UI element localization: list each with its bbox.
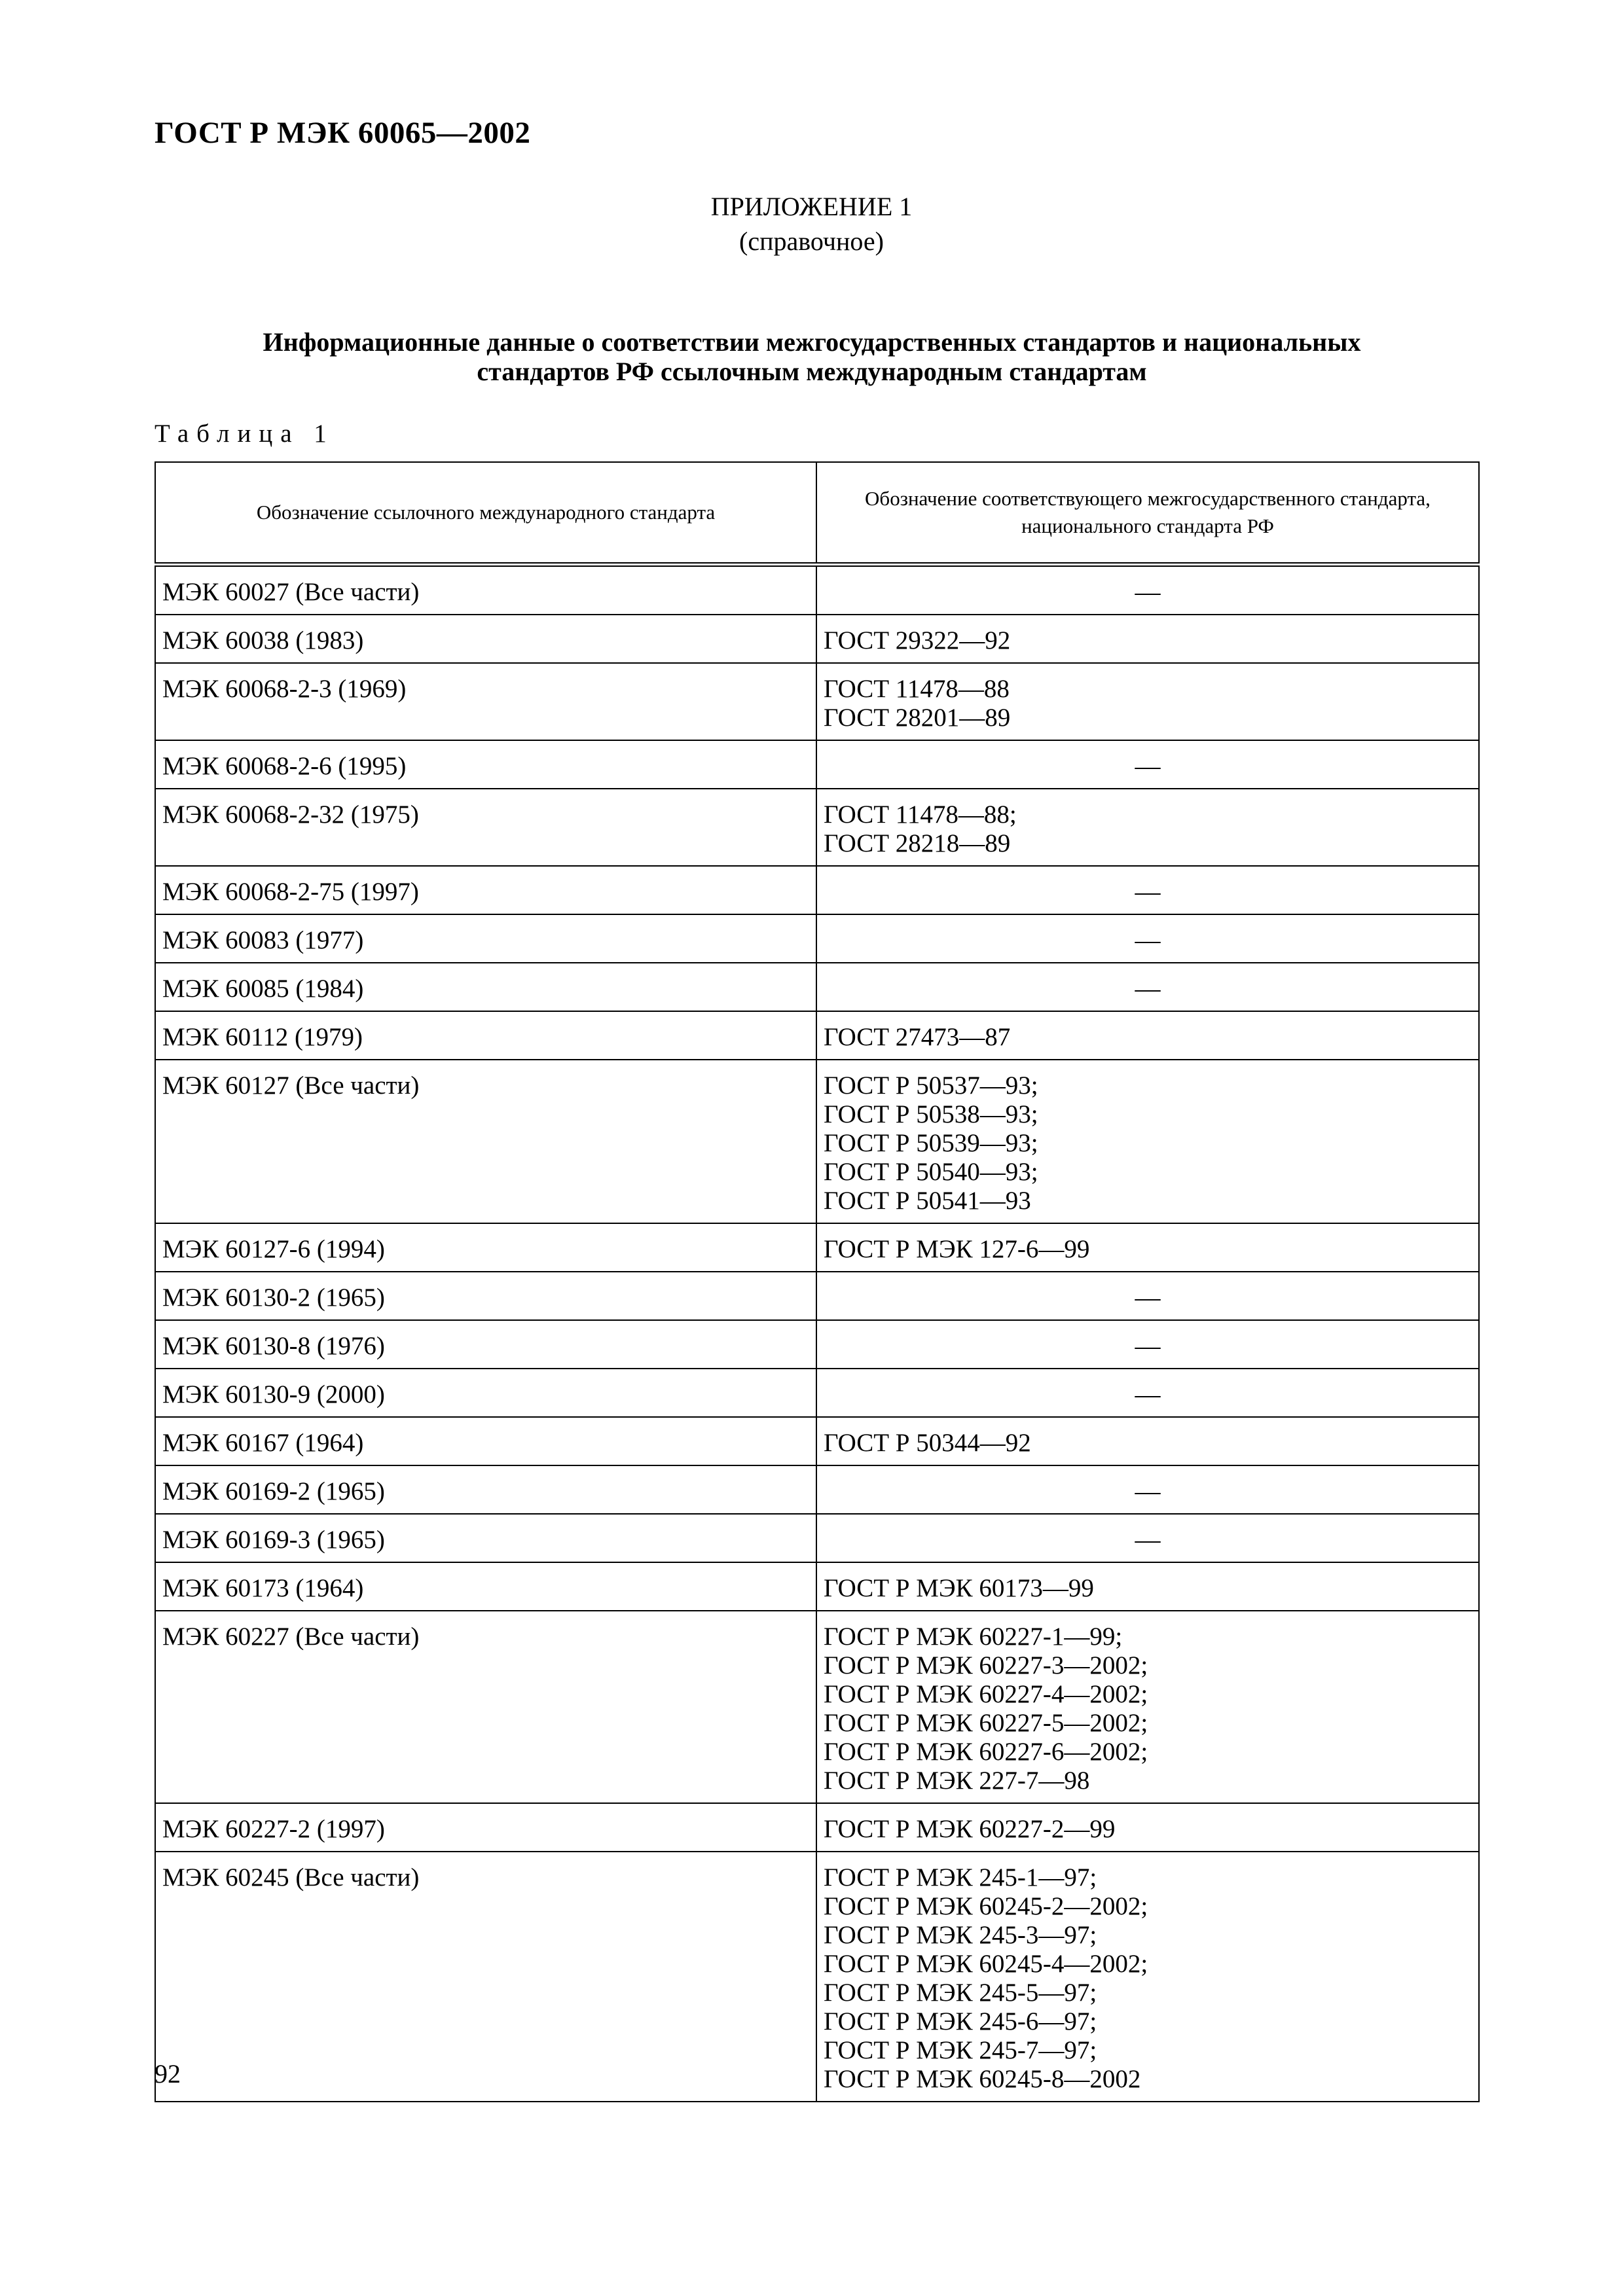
national-standard-code: ГОСТ Р 50538—93; bbox=[824, 1100, 1038, 1128]
international-standard-code: МЭК 60130-9 (2000) bbox=[162, 1380, 385, 1408]
table-row bbox=[155, 1417, 1479, 1465]
national-standard-list bbox=[817, 1611, 1478, 1803]
national-standard-code: ГОСТ Р МЭК 60227-2—99 bbox=[824, 1815, 1116, 1843]
international-standard-code: МЭК 60027 (Все части) bbox=[162, 578, 420, 606]
international-standard-code: МЭК 60068-2-32 (1975) bbox=[162, 800, 419, 829]
document-code: ГОСТ Р МЭК 60065—2002 bbox=[155, 116, 531, 150]
national-standard-code: ГОСТ 29322—92 bbox=[824, 626, 1011, 655]
national-standard-list bbox=[817, 664, 1478, 740]
international-standard-cell bbox=[155, 565, 816, 615]
national-standard-cell bbox=[816, 789, 1479, 866]
national-standard-code: ГОСТ Р МЭК 245-7—97; bbox=[824, 2036, 1097, 2064]
national-standard-code: ГОСТ Р МЭК 60245-4—2002; bbox=[824, 1950, 1148, 1978]
table-row bbox=[155, 1223, 1479, 1272]
table-row bbox=[155, 1011, 1479, 1060]
table-row bbox=[155, 1060, 1479, 1223]
national-standard-list bbox=[817, 1563, 1478, 1610]
no-equivalent-dash: — bbox=[1135, 1283, 1161, 1312]
international-standard-cell bbox=[155, 1011, 816, 1060]
international-standard-cell bbox=[155, 1852, 816, 2102]
national-standard-cell bbox=[816, 615, 1479, 663]
table-row bbox=[155, 914, 1479, 963]
international-standard-code: МЭК 60130-2 (1965) bbox=[162, 1283, 385, 1312]
international-standard-cell bbox=[155, 789, 816, 866]
national-standard-cell bbox=[816, 1562, 1479, 1611]
international-standard-cell bbox=[155, 1223, 816, 1272]
no-equivalent-dash: — bbox=[1135, 1380, 1161, 1408]
table-row bbox=[155, 1320, 1479, 1369]
national-standard-code: ГОСТ Р МЭК 245-5—97; bbox=[824, 1979, 1097, 2007]
international-standard-code: МЭК 60169-3 (1965) bbox=[162, 1526, 385, 1554]
international-standard-code: МЭК 60068-2-6 (1995) bbox=[162, 752, 407, 780]
national-standard-code: ГОСТ Р МЭК 60227-5—2002; bbox=[824, 1709, 1148, 1737]
national-standard-code: ГОСТ 28201—89 bbox=[824, 704, 1011, 732]
appendix-title: ПРИЛОЖЕНИЕ 1 bbox=[710, 192, 913, 221]
national-standard-code: ГОСТ Р МЭК 60245-8—2002 bbox=[824, 2065, 1141, 2093]
table-header-row bbox=[155, 462, 1479, 565]
national-standard-code: ГОСТ Р 50539—93; bbox=[824, 1129, 1038, 1157]
header-international-standard bbox=[155, 462, 816, 565]
standards-correspondence-table bbox=[155, 461, 1480, 2102]
international-standard-code: МЭК 60068-2-3 (1969) bbox=[162, 675, 407, 703]
international-standard-cell bbox=[155, 1417, 816, 1465]
table-row bbox=[155, 789, 1479, 866]
national-standard-list bbox=[817, 1012, 1478, 1059]
international-standard-code: МЭК 60068-2-75 (1997) bbox=[162, 878, 419, 906]
no-equivalent-dash: — bbox=[1135, 926, 1161, 954]
international-standard-code: МЭК 60173 (1964) bbox=[162, 1574, 364, 1602]
international-standard-code: МЭК 60169-2 (1965) bbox=[162, 1477, 385, 1505]
page-number: 92 bbox=[155, 2059, 181, 2089]
international-standard-cell bbox=[155, 963, 816, 1011]
table-row bbox=[155, 740, 1479, 789]
national-standard-code: ГОСТ Р МЭК 60227-1—99; bbox=[824, 1623, 1123, 1651]
table-row bbox=[155, 1369, 1479, 1417]
national-standard-code: ГОСТ Р МЭК 60173—99 bbox=[824, 1574, 1094, 1602]
international-standard-code: МЭК 60245 (Все части) bbox=[162, 1863, 420, 1892]
international-standard-cell bbox=[155, 1272, 816, 1320]
national-standard-cell bbox=[816, 866, 1479, 914]
national-standard-list bbox=[817, 1224, 1478, 1271]
no-equivalent-dash: — bbox=[1135, 578, 1161, 606]
table-row bbox=[155, 565, 1479, 615]
international-standard-code: МЭК 60130-8 (1976) bbox=[162, 1332, 385, 1360]
international-standard-cell bbox=[155, 1320, 816, 1369]
national-standard-cell bbox=[816, 914, 1479, 963]
national-standard-cell bbox=[816, 1272, 1479, 1320]
no-equivalent-dash: — bbox=[1135, 752, 1161, 780]
national-standard-cell bbox=[816, 1060, 1479, 1223]
international-standard-code: МЭК 60227-2 (1997) bbox=[162, 1815, 385, 1843]
no-equivalent-dash: — bbox=[1135, 1526, 1161, 1554]
international-standard-code: МЭК 60127-6 (1994) bbox=[162, 1235, 385, 1263]
national-standard-list bbox=[817, 615, 1478, 662]
national-standard-cell bbox=[816, 1465, 1479, 1514]
national-standard-code: ГОСТ 11478—88 bbox=[824, 675, 1010, 703]
national-standard-cell bbox=[816, 963, 1479, 1011]
national-standard-list bbox=[817, 1852, 1478, 2101]
appendix-subtitle: (справочное) bbox=[739, 226, 884, 256]
national-standard-cell bbox=[816, 1852, 1479, 2102]
national-standard-cell bbox=[816, 1803, 1479, 1852]
national-standard-code: ГОСТ Р МЭК 227-7—98 bbox=[824, 1767, 1090, 1795]
national-standard-cell bbox=[816, 565, 1479, 615]
national-standard-cell bbox=[816, 1417, 1479, 1465]
table-row bbox=[155, 663, 1479, 740]
national-standard-cell bbox=[816, 1320, 1479, 1369]
national-standard-code: ГОСТ Р МЭК 245-1—97; bbox=[824, 1863, 1097, 1892]
international-standard-cell bbox=[155, 1514, 816, 1562]
table-row bbox=[155, 1465, 1479, 1514]
international-standard-cell bbox=[155, 1060, 816, 1223]
international-standard-code: МЭК 60038 (1983) bbox=[162, 626, 364, 655]
international-standard-cell bbox=[155, 740, 816, 789]
national-standard-list bbox=[817, 789, 1478, 865]
international-standard-code: МЭК 60112 (1979) bbox=[162, 1023, 363, 1051]
no-equivalent-dash: — bbox=[1135, 878, 1161, 906]
header-national-standard bbox=[816, 462, 1479, 565]
national-standard-code: ГОСТ Р МЭК 127-6—99 bbox=[824, 1235, 1090, 1263]
table-row bbox=[155, 1272, 1479, 1320]
national-standard-code: ГОСТ Р 50541—93 bbox=[824, 1187, 1031, 1215]
national-standard-cell bbox=[816, 1514, 1479, 1562]
international-standard-cell bbox=[155, 663, 816, 740]
international-standard-code: МЭК 60083 (1977) bbox=[162, 926, 364, 954]
national-standard-list bbox=[817, 1418, 1478, 1465]
national-standard-code: ГОСТ Р МЭК 60227-6—2002; bbox=[824, 1738, 1148, 1766]
international-standard-cell bbox=[155, 1465, 816, 1514]
national-standard-cell bbox=[816, 1611, 1479, 1803]
national-standard-list bbox=[817, 1804, 1478, 1851]
international-standard-cell bbox=[155, 866, 816, 914]
international-standard-cell bbox=[155, 914, 816, 963]
table-row bbox=[155, 1562, 1479, 1611]
international-standard-code: МЭК 60127 (Все части) bbox=[162, 1071, 420, 1100]
table-row bbox=[155, 615, 1479, 663]
table-row bbox=[155, 866, 1479, 914]
national-standard-code: ГОСТ Р 50344—92 bbox=[824, 1429, 1031, 1457]
international-standard-code: МЭК 60167 (1964) bbox=[162, 1429, 364, 1457]
header-national-standard-text: Обозначение соответствующего межгосударственного стандарта, национального стандарта РФ bbox=[865, 487, 1431, 537]
national-standard-code: ГОСТ 28218—89 bbox=[824, 829, 1011, 857]
national-standard-cell bbox=[816, 740, 1479, 789]
national-standard-code: ГОСТ Р МЭК 60245-2—2002; bbox=[824, 1892, 1148, 1920]
no-equivalent-dash: — bbox=[1135, 1332, 1161, 1360]
no-equivalent-dash: — bbox=[1135, 975, 1161, 1003]
national-standard-cell bbox=[816, 663, 1479, 740]
national-standard-code: ГОСТ 11478—88; bbox=[824, 800, 1017, 829]
national-standard-cell bbox=[816, 1369, 1479, 1417]
international-standard-code: МЭК 60085 (1984) bbox=[162, 975, 364, 1003]
no-equivalent-dash: — bbox=[1135, 1477, 1161, 1505]
national-standard-code: ГОСТ Р МЭК 245-3—97; bbox=[824, 1921, 1097, 1949]
national-standard-list bbox=[817, 1060, 1478, 1223]
national-standard-code: ГОСТ 27473—87 bbox=[824, 1023, 1011, 1051]
table-row bbox=[155, 1611, 1479, 1803]
international-standard-code: МЭК 60227 (Все части) bbox=[162, 1623, 420, 1651]
section-heading-line-2: стандартов РФ ссылочным международным стандартам bbox=[477, 357, 1147, 386]
table-row bbox=[155, 1852, 1479, 2102]
national-standard-code: ГОСТ Р МЭК 60227-3—2002; bbox=[824, 1651, 1148, 1679]
national-standard-code: ГОСТ Р МЭК 245-6—97; bbox=[824, 2007, 1097, 2036]
international-standard-cell bbox=[155, 1369, 816, 1417]
national-standard-code: ГОСТ Р 50537—93; bbox=[824, 1071, 1038, 1100]
table-row bbox=[155, 1803, 1479, 1852]
section-heading-line-1: Информационные данные о соответствии межгосударственных стандартов и национальных bbox=[263, 327, 1361, 357]
national-standard-code: ГОСТ Р 50540—93; bbox=[824, 1158, 1038, 1186]
international-standard-cell bbox=[155, 1611, 816, 1803]
international-standard-cell bbox=[155, 1803, 816, 1852]
national-standard-cell bbox=[816, 1223, 1479, 1272]
table-row bbox=[155, 963, 1479, 1011]
table-label: Таблица 1 bbox=[155, 420, 335, 448]
header-international-standard-text: Обозначение ссылочного международного стандарта bbox=[256, 501, 716, 524]
table-row bbox=[155, 1514, 1479, 1562]
international-standard-cell bbox=[155, 1562, 816, 1611]
table-body bbox=[155, 565, 1479, 2102]
national-standard-code: ГОСТ Р МЭК 60227-4—2002; bbox=[824, 1680, 1148, 1708]
national-standard-cell bbox=[816, 1011, 1479, 1060]
international-standard-cell bbox=[155, 615, 816, 663]
